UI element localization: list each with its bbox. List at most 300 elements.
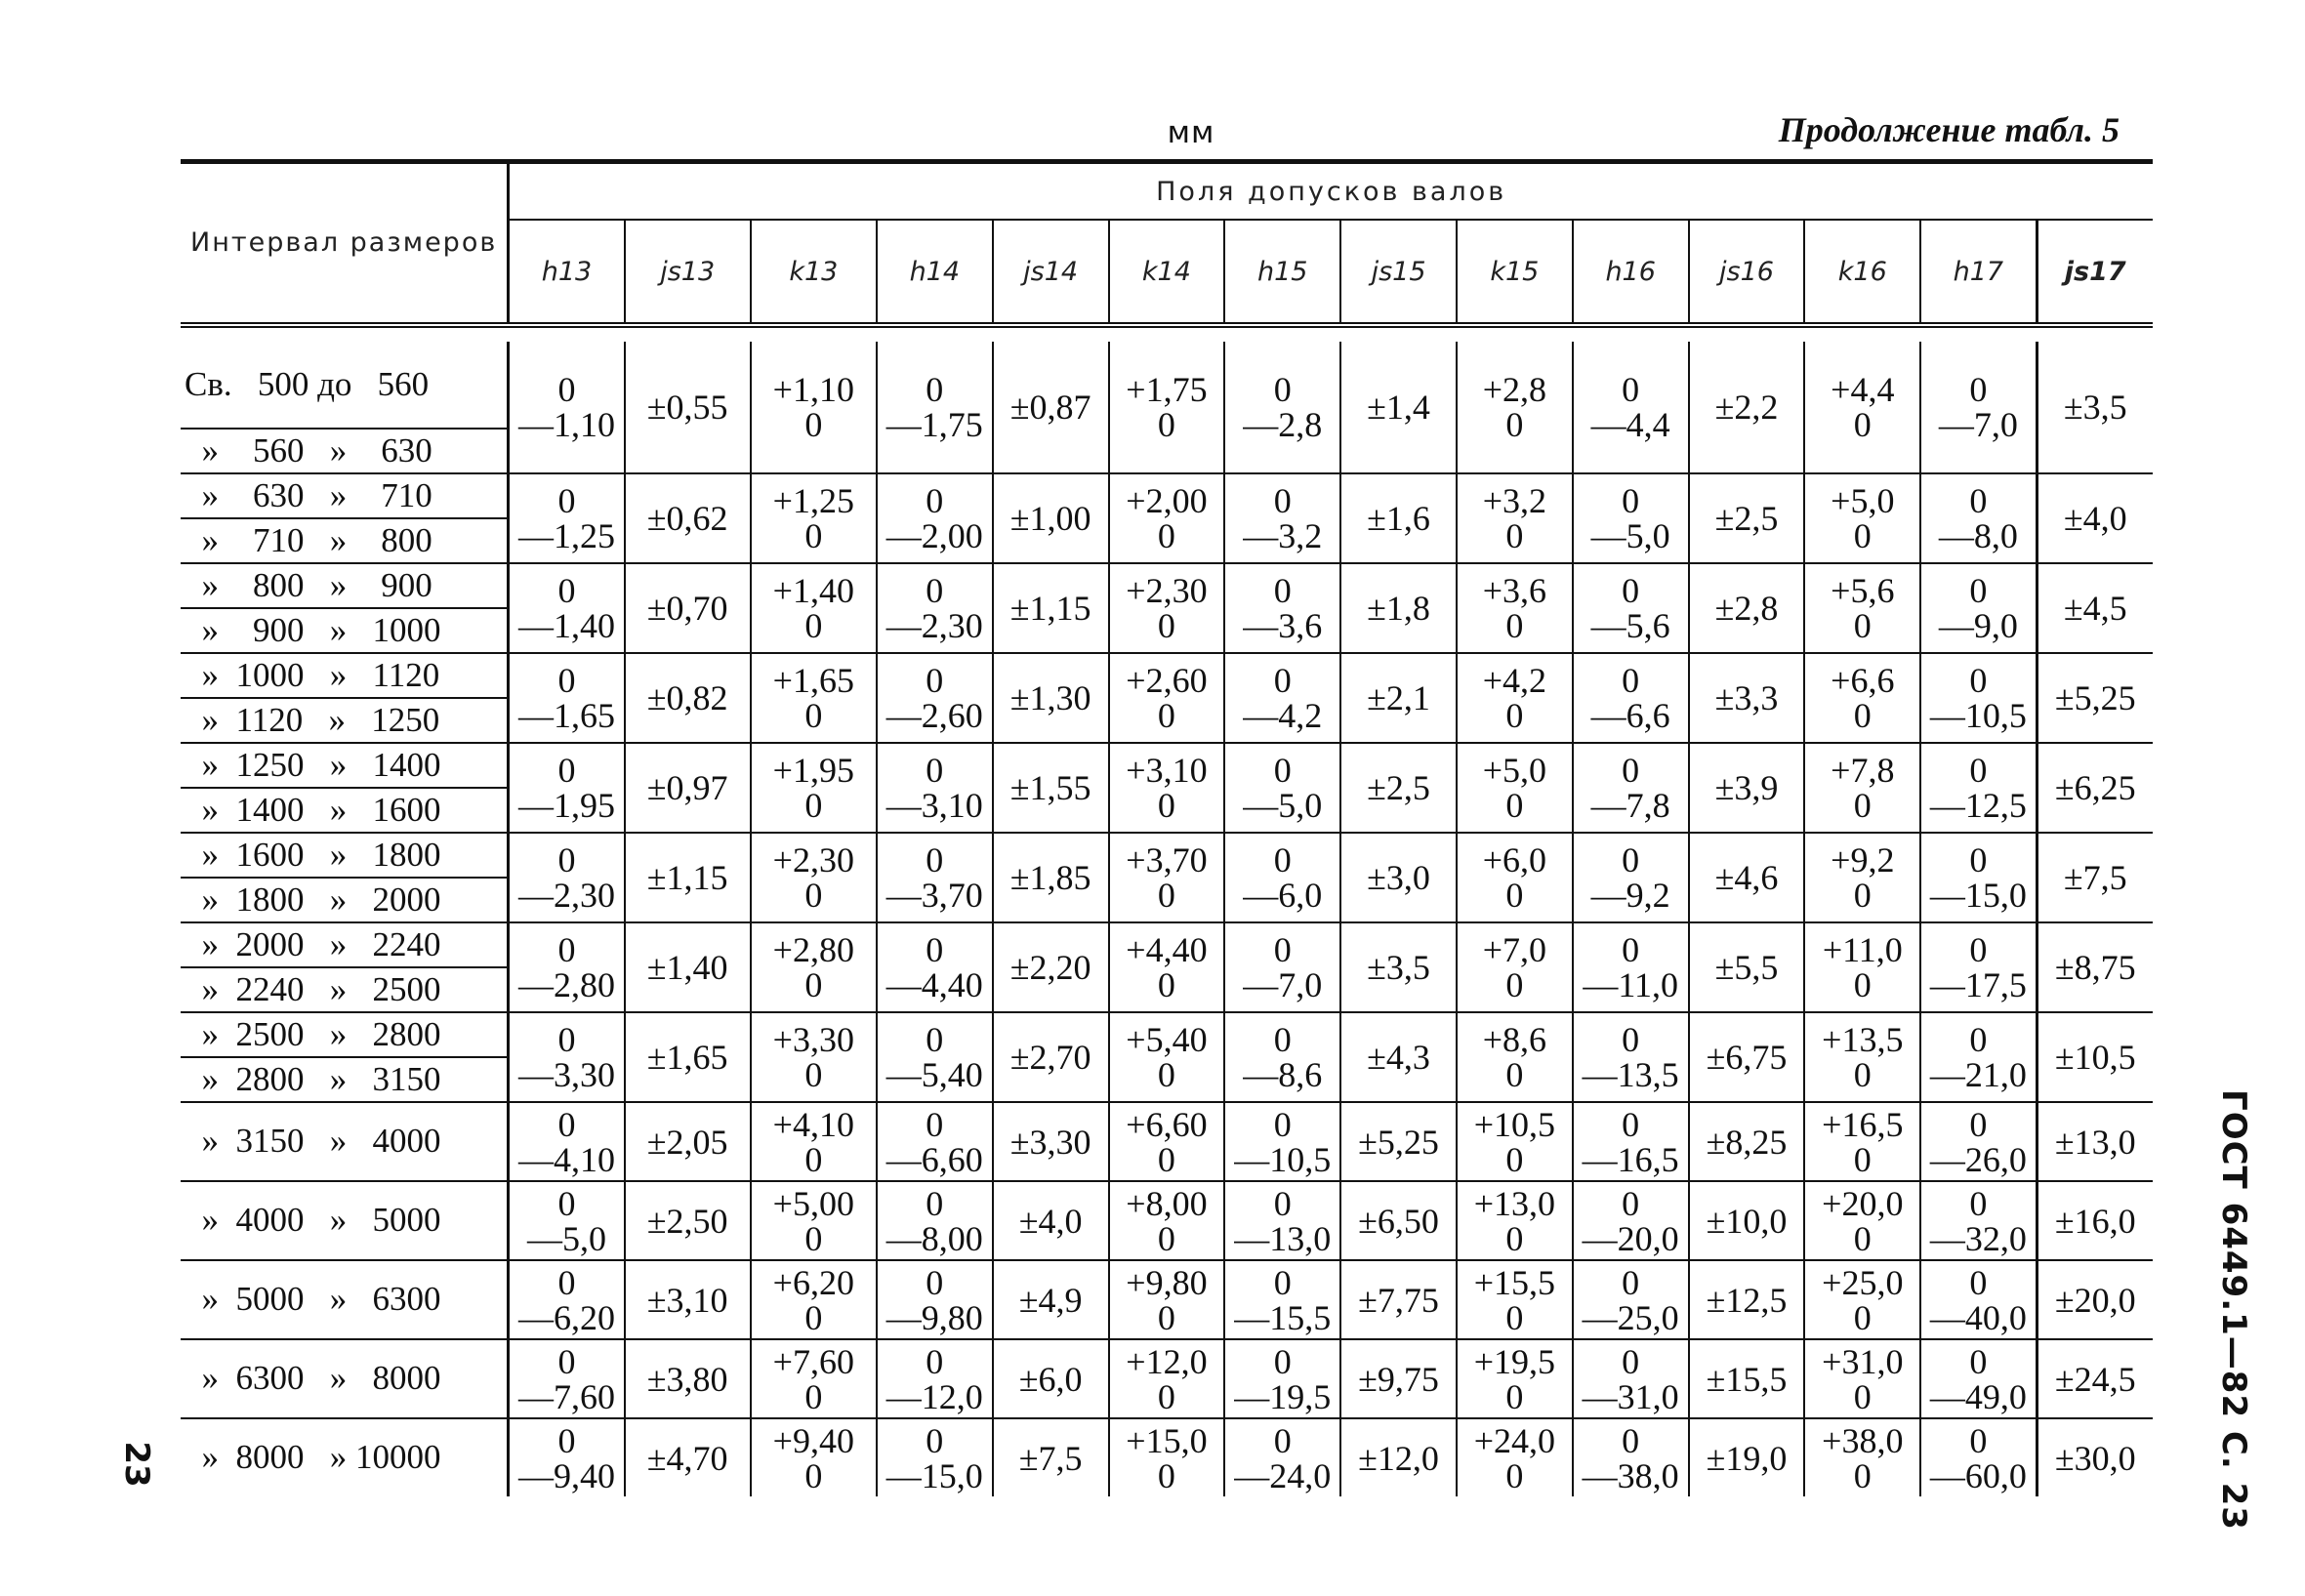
tolerance-cell-k14: [1109, 1339, 1225, 1418]
tolerance-cell-k15: [1457, 1260, 1573, 1339]
upper-deviation: 0: [1622, 571, 1640, 610]
table-row: [181, 922, 2153, 967]
tolerance-cell-js15: [1340, 743, 1457, 833]
table-row: [181, 743, 2153, 788]
tolerance-cell-k13: [751, 563, 877, 653]
tolerance-cell-h15: [1224, 563, 1340, 653]
upper-deviation: 0: [1273, 751, 1292, 790]
upper-deviation: 0: [926, 1104, 944, 1144]
tolerance-cell-h16: [1573, 922, 1689, 1012]
upper-deviation: 0: [557, 481, 576, 520]
upper-deviation: 0: [1622, 661, 1640, 700]
tolerance-cell-k15: [1457, 1339, 1573, 1418]
lower-deviation: 0: [1157, 1139, 1175, 1179]
tolerance-cell-h16: [1573, 653, 1689, 743]
tolerance-cell-h13: [509, 1012, 625, 1102]
tolerance-cell-js13: [625, 833, 751, 922]
tolerance-cell-h15: [1224, 1181, 1340, 1260]
symmetric-deviation: ±1,65: [646, 1038, 728, 1077]
upper-deviation: 0: [557, 571, 576, 610]
upper-deviation: 0: [1622, 1341, 1640, 1381]
size-interval-cell: » 560 » 630: [181, 429, 509, 473]
upper-deviation: 0: [1969, 370, 1988, 409]
tolerance-cell-js15: [1340, 833, 1457, 922]
upper-deviation: 0: [926, 370, 944, 409]
upper-deviation: 0: [926, 661, 944, 700]
tolerance-cell-h17: [1920, 1181, 2037, 1260]
table-row: [181, 1181, 2153, 1260]
tolerance-cell-js16: [1689, 1102, 1805, 1181]
lower-deviation: 0: [1505, 1055, 1524, 1094]
tolerance-cell-js17: [2037, 342, 2153, 473]
lower-deviation: —3,2: [1243, 516, 1323, 555]
tolerance-cell-js13: [625, 1012, 751, 1102]
lower-deviation: 0: [1157, 1055, 1175, 1094]
tolerance-cell-h16: [1573, 473, 1689, 563]
lower-deviation: 0: [1853, 1297, 1872, 1337]
lower-deviation: 0: [1853, 876, 1872, 915]
upper-deviation: +1,95: [772, 751, 854, 790]
lower-deviation: 0: [804, 1139, 823, 1179]
tolerance-cell-h16: [1573, 743, 1689, 833]
tolerance-cell-js17: [2037, 1181, 2153, 1260]
upper-deviation: +2,30: [772, 840, 854, 880]
tolerance-cell-k13: [751, 922, 877, 1012]
symmetric-deviation: ±7,5: [2063, 858, 2127, 897]
tolerance-cell-js14: [993, 1260, 1109, 1339]
lower-deviation: 0: [804, 786, 823, 825]
tolerance-cell-k15: [1457, 563, 1573, 653]
upper-deviation: 0: [1273, 1420, 1292, 1460]
size-interval-cell: » 6300 » 8000: [181, 1339, 509, 1418]
symmetric-deviation: ±4,0: [2063, 499, 2127, 538]
lower-deviation: —3,70: [885, 876, 983, 915]
table-row: [181, 563, 2153, 608]
upper-deviation: 0: [926, 1420, 944, 1460]
upper-deviation: +10,5: [1473, 1104, 1556, 1144]
tolerance-cell-h13: [509, 563, 625, 653]
upper-deviation: 0: [557, 930, 576, 969]
tolerance-cell-h17: [1920, 342, 2037, 473]
lower-deviation: —9,0: [1938, 606, 2018, 645]
lower-deviation: 0: [1853, 786, 1872, 825]
lower-deviation: 0: [804, 876, 823, 915]
upper-deviation: +8,00: [1126, 1183, 1208, 1223]
tolerance-cell-h14: [877, 1102, 993, 1181]
tolerance-cell-k16: [1804, 833, 1920, 922]
tolerance-cell-h15: [1224, 1418, 1340, 1496]
symmetric-deviation: ±1,00: [1009, 499, 1091, 538]
upper-deviation: 0: [557, 1262, 576, 1302]
tolerance-cell-h17: [1920, 1418, 2037, 1496]
symmetric-deviation: ±1,15: [1009, 589, 1091, 628]
tolerance-cell-js17: [2037, 1102, 2153, 1181]
tolerance-cell-h15: [1224, 922, 1340, 1012]
lower-deviation: —16,5: [1582, 1139, 1679, 1179]
upper-deviation: +1,10: [772, 370, 854, 409]
upper-deviation: 0: [1969, 930, 1988, 969]
upper-deviation: +2,00: [1126, 481, 1208, 520]
page-number: [117, 1435, 156, 1494]
tolerance-cell-h13: [509, 1102, 625, 1181]
lower-deviation: —11,0: [1583, 965, 1678, 1004]
column-header-h13: h13: [509, 220, 625, 325]
size-interval-cell: » 1600 » 1800: [181, 833, 509, 878]
upper-deviation: +3,70: [1126, 840, 1208, 880]
tolerance-cell-js14: [993, 1339, 1109, 1418]
tolerance-cell-h17: [1920, 1102, 2037, 1181]
tolerance-cell-h14: [877, 1339, 993, 1418]
upper-deviation: 0: [557, 1020, 576, 1059]
upper-deviation: +31,0: [1822, 1341, 1904, 1381]
upper-deviation: +38,0: [1822, 1420, 1904, 1460]
upper-deviation: +9,40: [772, 1420, 854, 1460]
lower-deviation: —21,0: [1929, 1055, 2027, 1094]
symmetric-deviation: ±6,75: [1706, 1038, 1788, 1077]
tolerance-cell-h16: [1573, 563, 1689, 653]
upper-deviation: 0: [1273, 1341, 1292, 1381]
lower-deviation: 0: [1157, 1297, 1175, 1337]
lower-deviation: —6,60: [885, 1139, 983, 1179]
upper-deviation: 0: [1622, 370, 1640, 409]
tolerance-cell-k13: [751, 743, 877, 833]
lower-deviation: —32,0: [1929, 1218, 2027, 1258]
tolerance-cell-h17: [1920, 473, 2037, 563]
upper-deviation: 0: [1273, 1104, 1292, 1144]
tolerance-cell-js17: [2037, 1339, 2153, 1418]
upper-deviation: +1,25: [772, 481, 854, 520]
lower-deviation: 0: [1853, 1139, 1872, 1179]
tolerance-cell-js15: [1340, 1339, 1457, 1418]
symmetric-deviation: ±5,5: [1714, 948, 1779, 987]
tolerance-cell-k15: [1457, 922, 1573, 1012]
upper-deviation: 0: [557, 370, 576, 409]
symmetric-deviation: ±3,5: [1367, 948, 1430, 987]
lower-deviation: 0: [1505, 1297, 1524, 1337]
tolerance-cell-js15: [1340, 1012, 1457, 1102]
symmetric-deviation: ±5,25: [1358, 1122, 1439, 1162]
symmetric-deviation: ±2,20: [1009, 948, 1091, 987]
lower-deviation: —49,0: [1929, 1376, 2027, 1416]
symmetric-deviation: ±3,0: [1367, 858, 1430, 897]
symmetric-deviation: ±2,8: [1714, 589, 1779, 628]
lower-deviation: 0: [1157, 696, 1175, 735]
lower-deviation: 0: [804, 606, 823, 645]
symmetric-deviation: ±0,97: [646, 768, 728, 807]
tolerance-cell-h13: [509, 1339, 625, 1418]
tolerance-cell-js15: [1340, 1181, 1457, 1260]
lower-deviation: —9,80: [885, 1297, 983, 1337]
lower-deviation: —7,8: [1590, 786, 1670, 825]
upper-deviation: +2,60: [1126, 661, 1208, 700]
tolerance-cell-k14: [1109, 342, 1225, 473]
tolerance-cell-h17: [1920, 653, 2037, 743]
tolerance-cell-h16: [1573, 1260, 1689, 1339]
symmetric-deviation: ±9,75: [1358, 1359, 1439, 1399]
upper-deviation: +7,8: [1831, 751, 1895, 790]
table-row: [181, 653, 2153, 698]
upper-deviation: 0: [926, 481, 944, 520]
lower-deviation: —13,5: [1582, 1055, 1679, 1094]
tolerance-cell-k16: [1804, 473, 1920, 563]
tolerance-cell-js13: [625, 1339, 751, 1418]
symmetric-deviation: ±10,0: [1706, 1201, 1788, 1241]
lower-deviation: 0: [804, 1455, 823, 1495]
standard-designation-text: ГОСТ 6449.1—82 С. 23: [2214, 1089, 2253, 1531]
tolerance-cell-js13: [625, 563, 751, 653]
lower-deviation: —10,5: [1234, 1139, 1332, 1179]
lower-deviation: 0: [804, 1376, 823, 1416]
tolerance-cell-js16: [1689, 473, 1805, 563]
symmetric-deviation: ±5,25: [2054, 678, 2136, 717]
table-row: [181, 1260, 2153, 1339]
lower-deviation: —3,10: [885, 786, 983, 825]
symmetric-deviation: ±4,70: [646, 1438, 728, 1478]
lower-deviation: —2,80: [517, 965, 615, 1004]
symmetric-deviation: ±1,85: [1009, 858, 1091, 897]
symmetric-deviation: ±1,6: [1367, 499, 1430, 538]
tolerance-cell-k14: [1109, 833, 1225, 922]
lower-deviation: —2,30: [517, 876, 615, 915]
symmetric-deviation: ±8,25: [1706, 1122, 1788, 1162]
upper-deviation: 0: [1969, 1183, 1988, 1223]
tolerance-cell-h13: [509, 342, 625, 473]
tolerance-cell-h14: [877, 922, 993, 1012]
tolerance-cell-h14: [877, 653, 993, 743]
upper-deviation: +3,30: [772, 1020, 854, 1059]
lower-deviation: 0: [1853, 1218, 1872, 1258]
tolerance-cell-k13: [751, 833, 877, 922]
symmetric-deviation: ±1,40: [646, 948, 728, 987]
symmetric-deviation: ±2,5: [1367, 768, 1430, 807]
upper-deviation: +8,6: [1482, 1020, 1547, 1059]
upper-deviation: +13,5: [1822, 1020, 1904, 1059]
size-interval-cell: » 4000 » 5000: [181, 1181, 509, 1260]
symmetric-deviation: ±1,8: [1367, 589, 1430, 628]
lower-deviation: —7,0: [1938, 405, 2018, 444]
lower-deviation: —40,0: [1929, 1297, 2027, 1337]
table-row: [181, 1012, 2153, 1057]
tolerance-cell-h17: [1920, 922, 2037, 1012]
symmetric-deviation: ±2,2: [1714, 388, 1779, 427]
table-row: [181, 1102, 2153, 1181]
tolerance-cell-k15: [1457, 342, 1573, 473]
lower-deviation: 0: [1157, 606, 1175, 645]
upper-deviation: 0: [1273, 661, 1292, 700]
upper-deviation: 0: [926, 1341, 944, 1381]
symmetric-deviation: ±4,9: [1018, 1280, 1083, 1320]
tolerance-cell-js17: [2037, 1260, 2153, 1339]
tolerance-cell-h17: [1920, 1012, 2037, 1102]
upper-deviation: 0: [1622, 1104, 1640, 1144]
symmetric-deviation: ±6,25: [2054, 768, 2136, 807]
lower-deviation: —2,60: [885, 696, 983, 735]
lower-deviation: —4,4: [1590, 405, 1670, 444]
symmetric-deviation: ±15,5: [1706, 1359, 1788, 1399]
symmetric-deviation: ±13,0: [2054, 1122, 2136, 1162]
size-interval-cell: » 5000 » 6300: [181, 1260, 509, 1339]
symmetric-deviation: ±2,5: [1714, 499, 1779, 538]
tolerance-cell-js16: [1689, 833, 1805, 922]
lower-deviation: —1,65: [517, 696, 615, 735]
tolerance-cell-js16: [1689, 1418, 1805, 1496]
lower-deviation: —19,5: [1234, 1376, 1332, 1416]
symmetric-deviation: ±1,30: [1009, 678, 1091, 717]
lower-deviation: —1,95: [517, 786, 615, 825]
tolerance-cell-js14: [993, 563, 1109, 653]
standard-designation: [2214, 1089, 2253, 1531]
tolerance-cell-h16: [1573, 1418, 1689, 1496]
column-header-h17: h17: [1920, 220, 2037, 325]
tolerance-cell-h13: [509, 743, 625, 833]
upper-deviation: +1,65: [772, 661, 854, 700]
upper-deviation: +24,0: [1473, 1420, 1556, 1460]
symmetric-deviation: ±2,50: [646, 1201, 728, 1241]
lower-deviation: 0: [1853, 606, 1872, 645]
lower-deviation: —10,5: [1929, 696, 2027, 735]
upper-deviation: +13,0: [1473, 1183, 1556, 1223]
symmetric-deviation: ±4,0: [1018, 1201, 1083, 1241]
upper-deviation: 0: [557, 1104, 576, 1144]
upper-deviation: +4,40: [1126, 930, 1208, 969]
symmetric-deviation: ±4,5: [2063, 589, 2127, 628]
lower-deviation: —31,0: [1582, 1376, 1679, 1416]
tolerance-cell-k14: [1109, 1181, 1225, 1260]
lower-deviation: 0: [804, 1055, 823, 1094]
lower-deviation: —1,25: [517, 516, 615, 555]
tolerance-cell-k16: [1804, 1181, 1920, 1260]
tolerance-cell-h16: [1573, 833, 1689, 922]
lower-deviation: —12,0: [885, 1376, 983, 1416]
tolerance-cell-k16: [1804, 1418, 1920, 1496]
lower-deviation: —60,0: [1929, 1455, 2027, 1495]
upper-deviation: +5,0: [1831, 481, 1895, 520]
lower-deviation: 0: [1853, 1455, 1872, 1495]
lower-deviation: 0: [1157, 876, 1175, 915]
symmetric-deviation: ±3,9: [1714, 768, 1779, 807]
symmetric-deviation: ±24,5: [2054, 1359, 2136, 1399]
tolerance-cell-h15: [1224, 833, 1340, 922]
tolerance-cell-h16: [1573, 342, 1689, 473]
column-header-js17: js17: [2037, 220, 2153, 325]
header-spacer: [181, 325, 2153, 342]
upper-deviation: +1,75: [1126, 370, 1208, 409]
upper-deviation: +5,00: [772, 1183, 854, 1223]
lower-deviation: 0: [1157, 1376, 1175, 1416]
tolerance-cell-js14: [993, 1102, 1109, 1181]
symmetric-deviation: ±4,3: [1367, 1038, 1430, 1077]
symmetric-deviation: ±16,0: [2054, 1201, 2136, 1241]
lower-deviation: —12,5: [1929, 786, 2027, 825]
lower-deviation: 0: [1853, 965, 1872, 1004]
tolerance-cell-js17: [2037, 653, 2153, 743]
tolerance-cell-js14: [993, 1181, 1109, 1260]
lower-deviation: —7,60: [517, 1376, 615, 1416]
size-interval-header: Интервал размеров: [181, 162, 509, 326]
symmetric-deviation: ±6,0: [1018, 1359, 1083, 1399]
lower-deviation: —2,00: [885, 516, 983, 555]
symmetric-deviation: ±3,10: [646, 1280, 728, 1320]
lower-deviation: —1,40: [517, 606, 615, 645]
size-interval-cell: » 1000 » 1120: [181, 653, 509, 698]
symmetric-deviation: ±0,82: [646, 678, 728, 717]
column-header-js16: js16: [1689, 220, 1805, 325]
tolerance-cell-js14: [993, 743, 1109, 833]
tolerance-cell-k14: [1109, 1418, 1225, 1496]
size-interval-cell: » 2500 » 2800: [181, 1012, 509, 1057]
tolerance-cell-k15: [1457, 743, 1573, 833]
tolerance-cell-k15: [1457, 833, 1573, 922]
lower-deviation: —17,5: [1929, 965, 2027, 1004]
tolerance-cell-js14: [993, 342, 1109, 473]
lower-deviation: 0: [1505, 1139, 1524, 1179]
tolerance-cell-k13: [751, 1339, 877, 1418]
upper-deviation: +3,10: [1126, 751, 1208, 790]
lower-deviation: 0: [1505, 405, 1524, 444]
page-number-text: 23: [117, 1441, 156, 1488]
tolerance-cell-h16: [1573, 1181, 1689, 1260]
upper-deviation: +2,80: [772, 930, 854, 969]
size-interval-cell: » 2800 » 3150: [181, 1057, 509, 1102]
upper-deviation: +15,0: [1126, 1420, 1208, 1460]
lower-deviation: 0: [804, 516, 823, 555]
upper-deviation: 0: [1622, 481, 1640, 520]
tolerance-cell-h15: [1224, 1102, 1340, 1181]
symmetric-deviation: ±0,87: [1009, 388, 1091, 427]
lower-deviation: —6,6: [1590, 696, 1670, 735]
symmetric-deviation: ±19,0: [1706, 1438, 1788, 1478]
size-interval-cell: » 3150 » 4000: [181, 1102, 509, 1181]
tolerance-cell-h15: [1224, 1339, 1340, 1418]
lower-deviation: —4,10: [517, 1139, 615, 1179]
tolerance-cell-k14: [1109, 473, 1225, 563]
tolerance-cell-js17: [2037, 922, 2153, 1012]
tolerance-cell-js17: [2037, 1418, 2153, 1496]
upper-deviation: 0: [1273, 370, 1292, 409]
lower-deviation: 0: [1505, 786, 1524, 825]
symmetric-deviation: ±1,4: [1367, 388, 1430, 427]
upper-deviation: 0: [926, 840, 944, 880]
symmetric-deviation: ±7,5: [1018, 1438, 1083, 1478]
tolerance-cell-h16: [1573, 1339, 1689, 1418]
upper-deviation: 0: [926, 751, 944, 790]
tolerance-cell-k15: [1457, 473, 1573, 563]
tolerance-cell-k14: [1109, 1102, 1225, 1181]
symmetric-deviation: ±1,55: [1009, 768, 1091, 807]
lower-deviation: 0: [804, 1297, 823, 1337]
tolerance-cell-js14: [993, 653, 1109, 743]
upper-deviation: 0: [1622, 840, 1640, 880]
upper-deviation: 0: [1622, 1020, 1640, 1059]
upper-deviation: 0: [557, 1420, 576, 1460]
lower-deviation: —5,0: [526, 1218, 606, 1258]
symmetric-deviation: ±3,80: [646, 1359, 728, 1399]
tolerance-cell-js15: [1340, 473, 1457, 563]
symmetric-deviation: ±2,05: [646, 1122, 728, 1162]
upper-deviation: 0: [1969, 751, 1988, 790]
lower-deviation: 0: [1157, 786, 1175, 825]
tolerance-cell-k14: [1109, 1260, 1225, 1339]
tolerance-cell-h17: [1920, 833, 2037, 922]
size-interval-cell: » 1250 » 1400: [181, 743, 509, 788]
column-header-js13: js13: [625, 220, 751, 325]
tolerance-cell-k16: [1804, 1260, 1920, 1339]
upper-deviation: +20,0: [1822, 1183, 1904, 1223]
symmetric-deviation: ±12,0: [1358, 1438, 1439, 1478]
column-header-h16: h16: [1573, 220, 1689, 325]
lower-deviation: —1,10: [517, 405, 615, 444]
upper-deviation: +5,6: [1831, 571, 1895, 610]
